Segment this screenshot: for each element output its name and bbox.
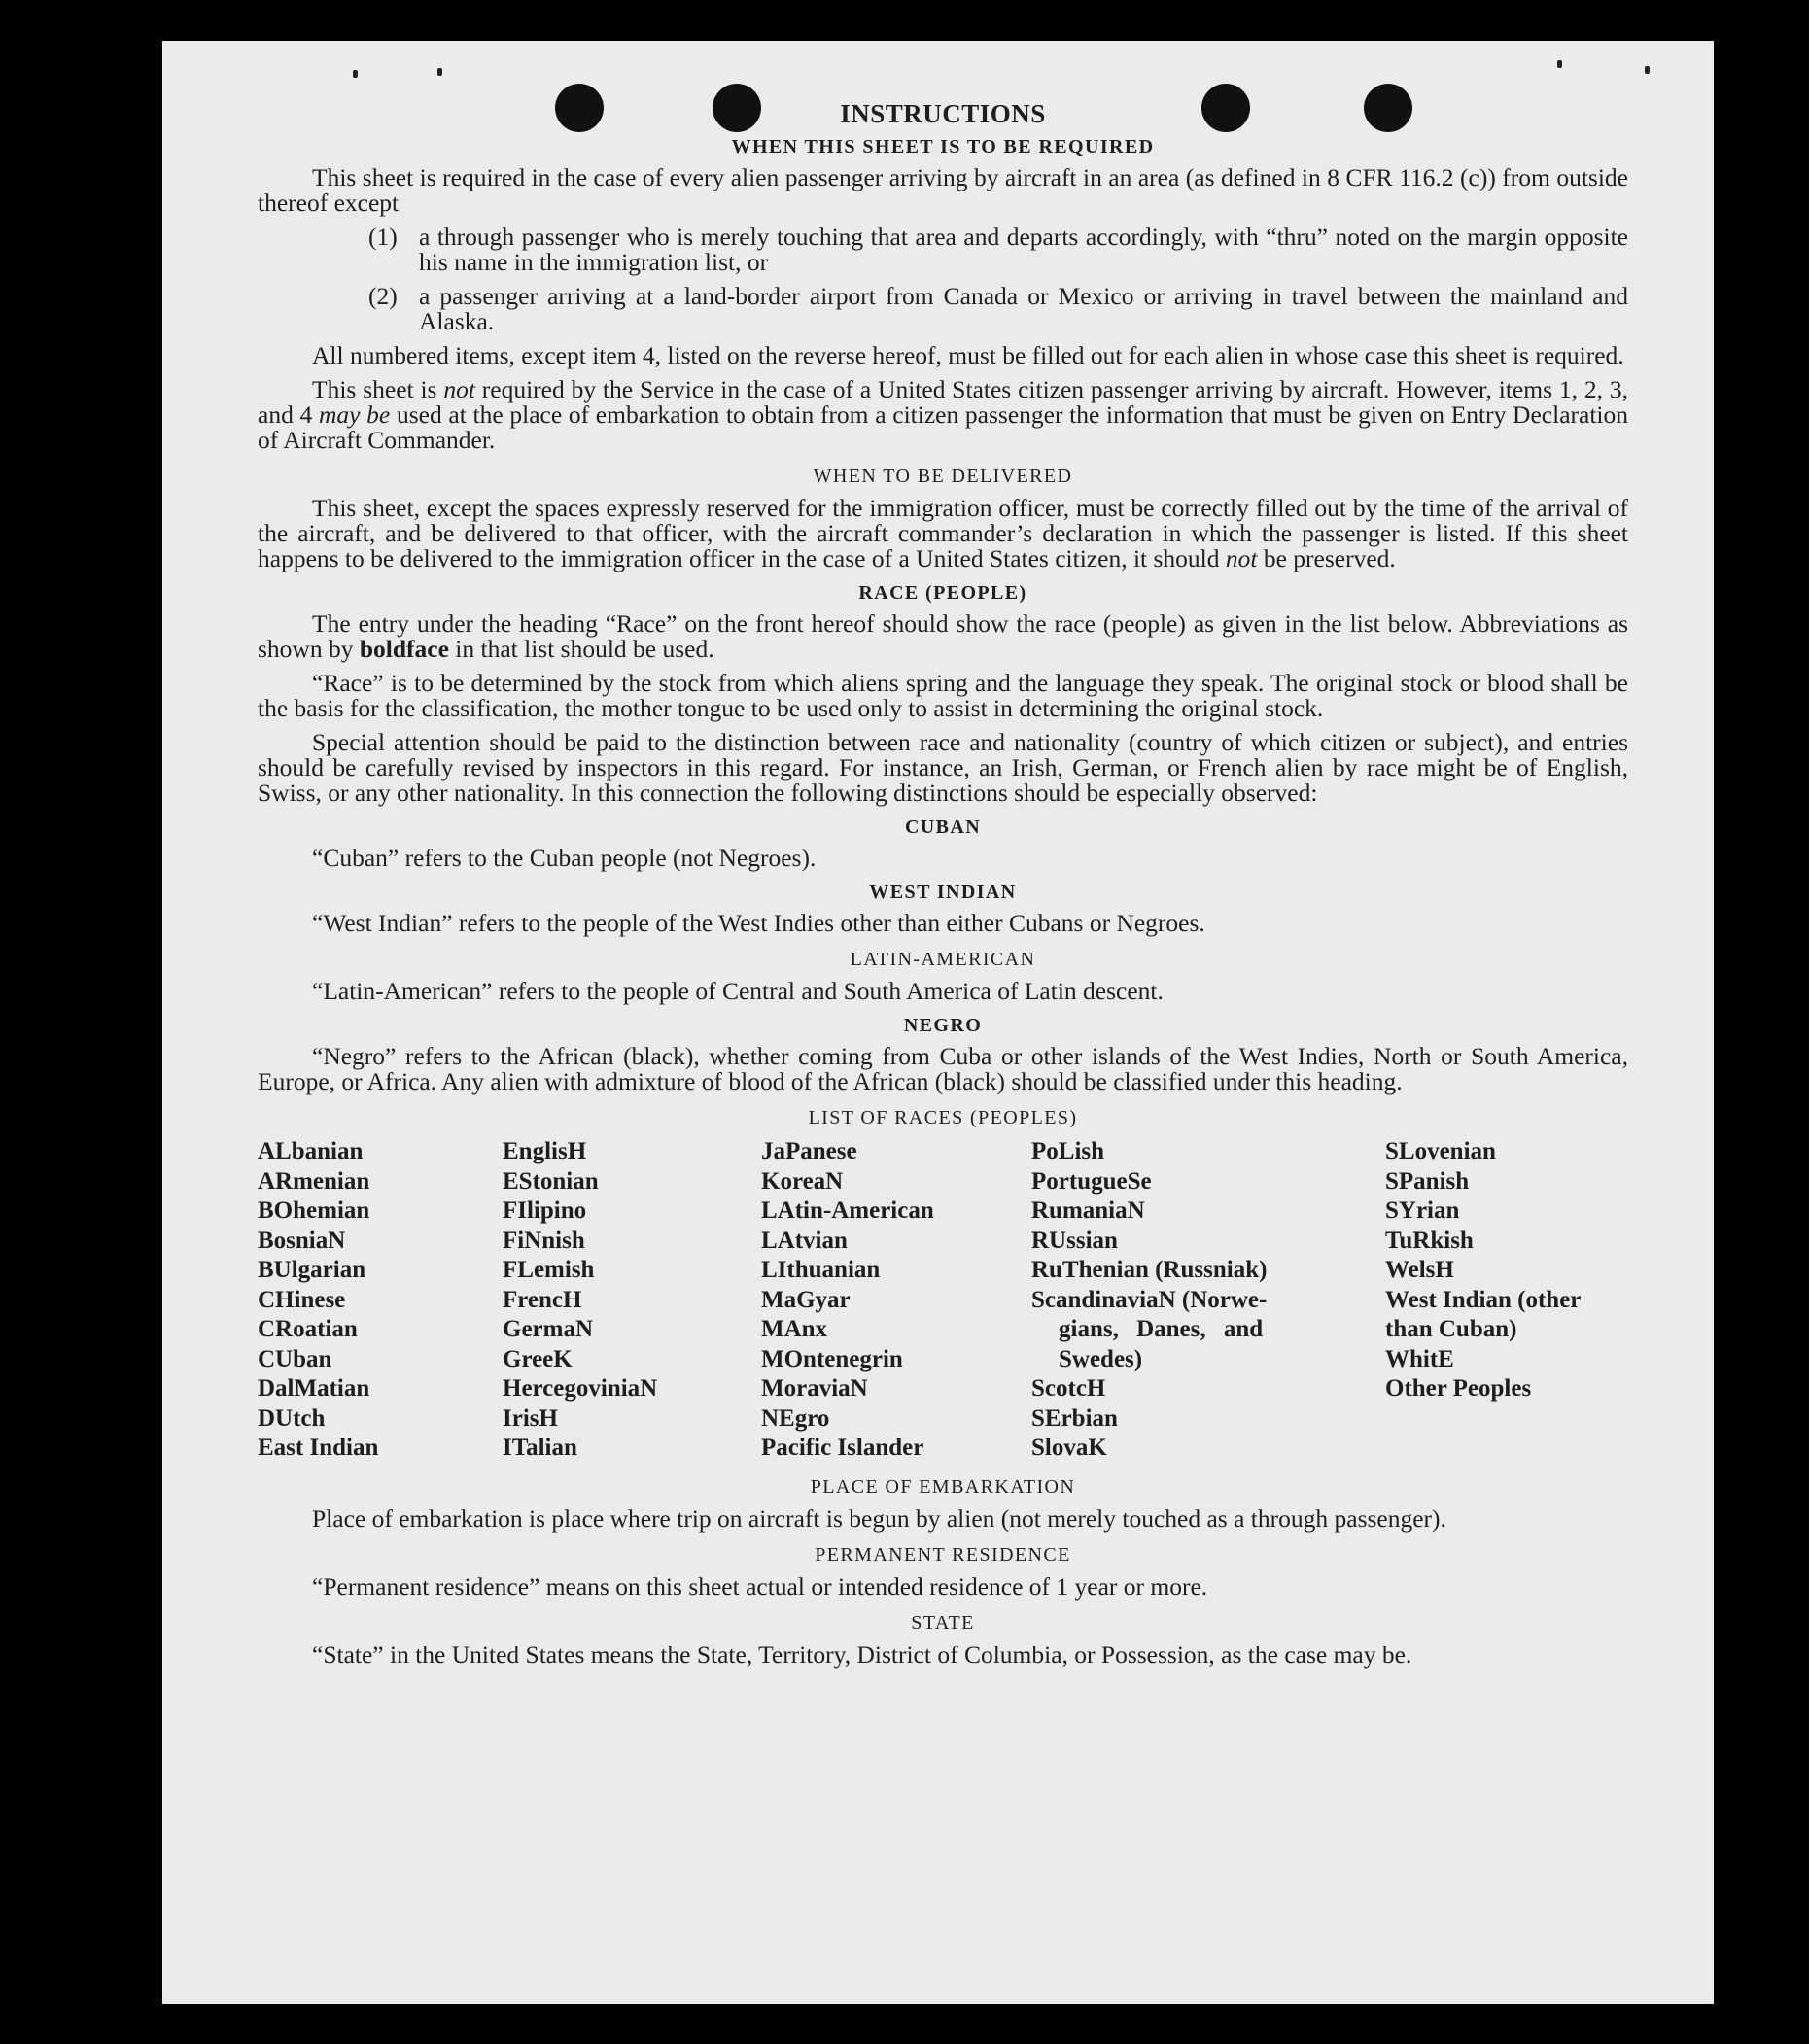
list-text: a through passenger who is merely touching that area and departs accordingly, with “thru” noted on the margin opposite his name in the immigration list, or (419, 223, 1628, 276)
document-sheet (162, 41, 1714, 2004)
race-entry: ALbanian (258, 1138, 364, 1164)
paragraph-state: “State” in the United States means the State, Territory, District of Columbia, or Possession, as the case may be. (312, 1640, 1412, 1669)
list-item-2 (258, 284, 1628, 334)
race-entry: PortugueSe (1031, 1167, 1152, 1195)
race-entry: ITalian (503, 1435, 577, 1461)
list-item-1 (258, 225, 1628, 275)
race-entry: SYrian (1385, 1197, 1460, 1224)
list-number: (2) (368, 282, 398, 310)
paragraph-race-entry: The entry under the heading “Race” on the front hereof should show the race (people) as given in the list below. Abbreviations as shown by boldface in that list should be used. (258, 609, 1628, 663)
race-entry: JaPanese (761, 1138, 857, 1164)
race-entry: CUban (258, 1345, 332, 1372)
heading-race: RACE (PEOPLE) (858, 582, 1027, 604)
race-entry: RuThenian (Russniak) (1031, 1257, 1268, 1283)
race-entry-continued: Swedes) (1059, 1345, 1143, 1372)
paragraph-cuban: “Cuban” refers to the Cuban people (not Negroes). (312, 844, 817, 872)
paragraph-negro: “Negro” refers to the African (black), whether coming from Cuba or other islands of the West Indies, North or South America, Europe, or Africa. Any alien with admixture of blood of the African (black) should be classified under this heading. (258, 1042, 1628, 1095)
race-entry: HercegoviniaN (503, 1375, 658, 1402)
race-entry: West Indian (other (1385, 1286, 1582, 1313)
races-column-5 (1385, 1137, 1626, 1464)
race-entry: MAnx (761, 1316, 828, 1342)
instructions-content (258, 101, 1628, 1677)
heading-when-required: WHEN THIS SHEET IS TO BE REQUIRED (731, 136, 1155, 157)
race-entry: MaGyar (761, 1286, 851, 1313)
race-entry: SLovenian (1385, 1138, 1496, 1164)
race-entry: LAtvian (761, 1227, 848, 1254)
heading-list-of-races: LIST OF RACES (PEOPLES) (808, 1107, 1078, 1128)
race-entry: PoLish (1031, 1138, 1105, 1164)
race-entry: DUtch (258, 1404, 326, 1432)
race-entry: FLemish (503, 1257, 595, 1283)
race-entry: WhitE (1385, 1345, 1454, 1372)
paragraph-west-indian: “West Indian” refers to the people of the West Indies other than either Cubans or Negroes. (312, 909, 1205, 937)
list-number: (1) (368, 223, 398, 251)
race-entry-continued: gians, Danes, and (1059, 1316, 1264, 1342)
race-entry: ARmenian (258, 1167, 370, 1195)
paragraph-delivered: This sheet, except the spaces expressly reserved for the immigration officer, must be correctly filled out by the time of the arrival of the aircraft, and be delivered to that officer, with the aircraft commander’s declaration in which the passenger is listed. If this sheet happens to be delivered to the immigration officer in the case of a United States citizen, it should not be preserved. (258, 494, 1628, 572)
race-entry: GermaN (503, 1316, 594, 1342)
heading-latin-american: LATIN-AMERICAN (850, 949, 1036, 970)
races-column-4 (1031, 1137, 1385, 1464)
race-entry: Other Peoples (1385, 1375, 1532, 1402)
race-entry: MoraviaN (761, 1375, 868, 1402)
race-entry: IrisH (503, 1404, 558, 1432)
race-entry: FiNnish (503, 1227, 585, 1254)
heading-west-indian: WEST INDIAN (869, 882, 1017, 903)
paragraph-residence: “Permanent residence” means on this sheet actual or intended residence of 1 year or more. (312, 1572, 1208, 1601)
race-entry-continued: than Cuban) (1385, 1316, 1517, 1342)
page-title: INSTRUCTIONS (840, 99, 1046, 128)
race-entry: NEgro (761, 1404, 830, 1432)
race-entry: RUssian (1031, 1227, 1118, 1254)
race-entry: RumaniaN (1031, 1197, 1145, 1224)
paragraph-citizen: This sheet is not required by the Service in the case of a United States citizen passenger arriving by aircraft. However, items 1, 2, 3, and 4 may be used at the place of embarkation to obtain from a citizen passenger the information that must be given on Entry Declaration of Aircraft Commander. (258, 375, 1628, 454)
race-entry: ScotcH (1031, 1375, 1106, 1402)
paragraph-numbered-items: All numbered items, except item 4, listed on the reverse hereof, must be filled out for each alien in whose case this sheet is required. (312, 341, 1624, 369)
race-entry: East Indian (258, 1435, 379, 1461)
races-column-3 (761, 1137, 1031, 1464)
race-entry: LIthuanian (761, 1257, 881, 1283)
speck (1557, 60, 1562, 68)
race-entry: WelsH (1385, 1257, 1454, 1283)
paragraph-embarkation: Place of embarkation is place where trip on aircraft is begun by alien (not merely touched as a through passenger). (312, 1504, 1446, 1533)
race-entry: EnglisH (503, 1138, 587, 1164)
race-entry: SPanish (1385, 1167, 1470, 1195)
race-entry: ScandinaviaN (Norwe- (1031, 1286, 1268, 1313)
heading-place-of-embarkation: PLACE OF EMBARKATION (810, 1475, 1076, 1498)
paragraph-required: This sheet is required in the case of every alien passenger arriving by aircraft in an area (as defined in 8 CFR 116.2 (c)) from outside thereof except (258, 163, 1628, 217)
heading-when-delivered: WHEN TO BE DELIVERED (813, 466, 1073, 487)
race-entry: CHinese (258, 1286, 346, 1313)
race-entry: FrencH (503, 1286, 582, 1313)
heading-negro: NEGRO (903, 1015, 983, 1036)
race-entry: LAtin-American (761, 1197, 934, 1224)
paragraph-latin-american: “Latin-American” refers to the people of Central and South America of Latin descent. (312, 977, 1164, 1005)
list-text: a passenger arriving at a land-border airport from Canada or Mexico or arriving in travel between the mainland and Alaska. (419, 282, 1628, 335)
races-column-1 (258, 1137, 503, 1464)
race-entry: BosniaN (258, 1227, 346, 1254)
race-entry: MOntenegrin (761, 1345, 903, 1372)
paragraph-race-stock: “Race” is to be determined by the stock from which aliens spring and the language they speak. The original stock or blood shall be the basis for the classification, the mother tongue to be used only to assist in determining the original stock. (258, 669, 1628, 722)
speck (353, 70, 358, 78)
race-entry: DalMatian (258, 1375, 370, 1402)
race-entry: Pacific Islander (761, 1435, 924, 1461)
race-entry: BUlgarian (258, 1257, 366, 1283)
race-entry: EStonian (503, 1167, 599, 1195)
race-entry: SErbian (1031, 1404, 1118, 1432)
race-entry: TuRkish (1385, 1227, 1474, 1254)
race-entry: GreeK (503, 1345, 573, 1372)
race-entry: CRoatian (258, 1316, 358, 1342)
speck (1645, 66, 1650, 74)
race-entry: SlovaK (1031, 1435, 1107, 1461)
races-column-2 (503, 1137, 761, 1464)
race-entry: KoreaN (761, 1167, 844, 1195)
heading-permanent-residence: PERMANENT RESIDENCE (815, 1543, 1071, 1566)
paragraph-race-nationality: Special attention should be paid to the distinction between race and nationality (country of which citizen or subject), and entries should be carefully revised by inspectors in this regard. For instance, an Irish, German, or French alien by race might be of English, Swiss, or any other nationality. In this connection the following distinctions should be especially observed: (258, 728, 1628, 807)
heading-state: STATE (911, 1611, 975, 1634)
race-entry: FIlipino (503, 1197, 587, 1224)
speck (437, 68, 442, 76)
races-table (258, 1137, 1628, 1464)
heading-cuban: CUBAN (904, 816, 982, 838)
race-entry: BOhemian (258, 1197, 370, 1224)
